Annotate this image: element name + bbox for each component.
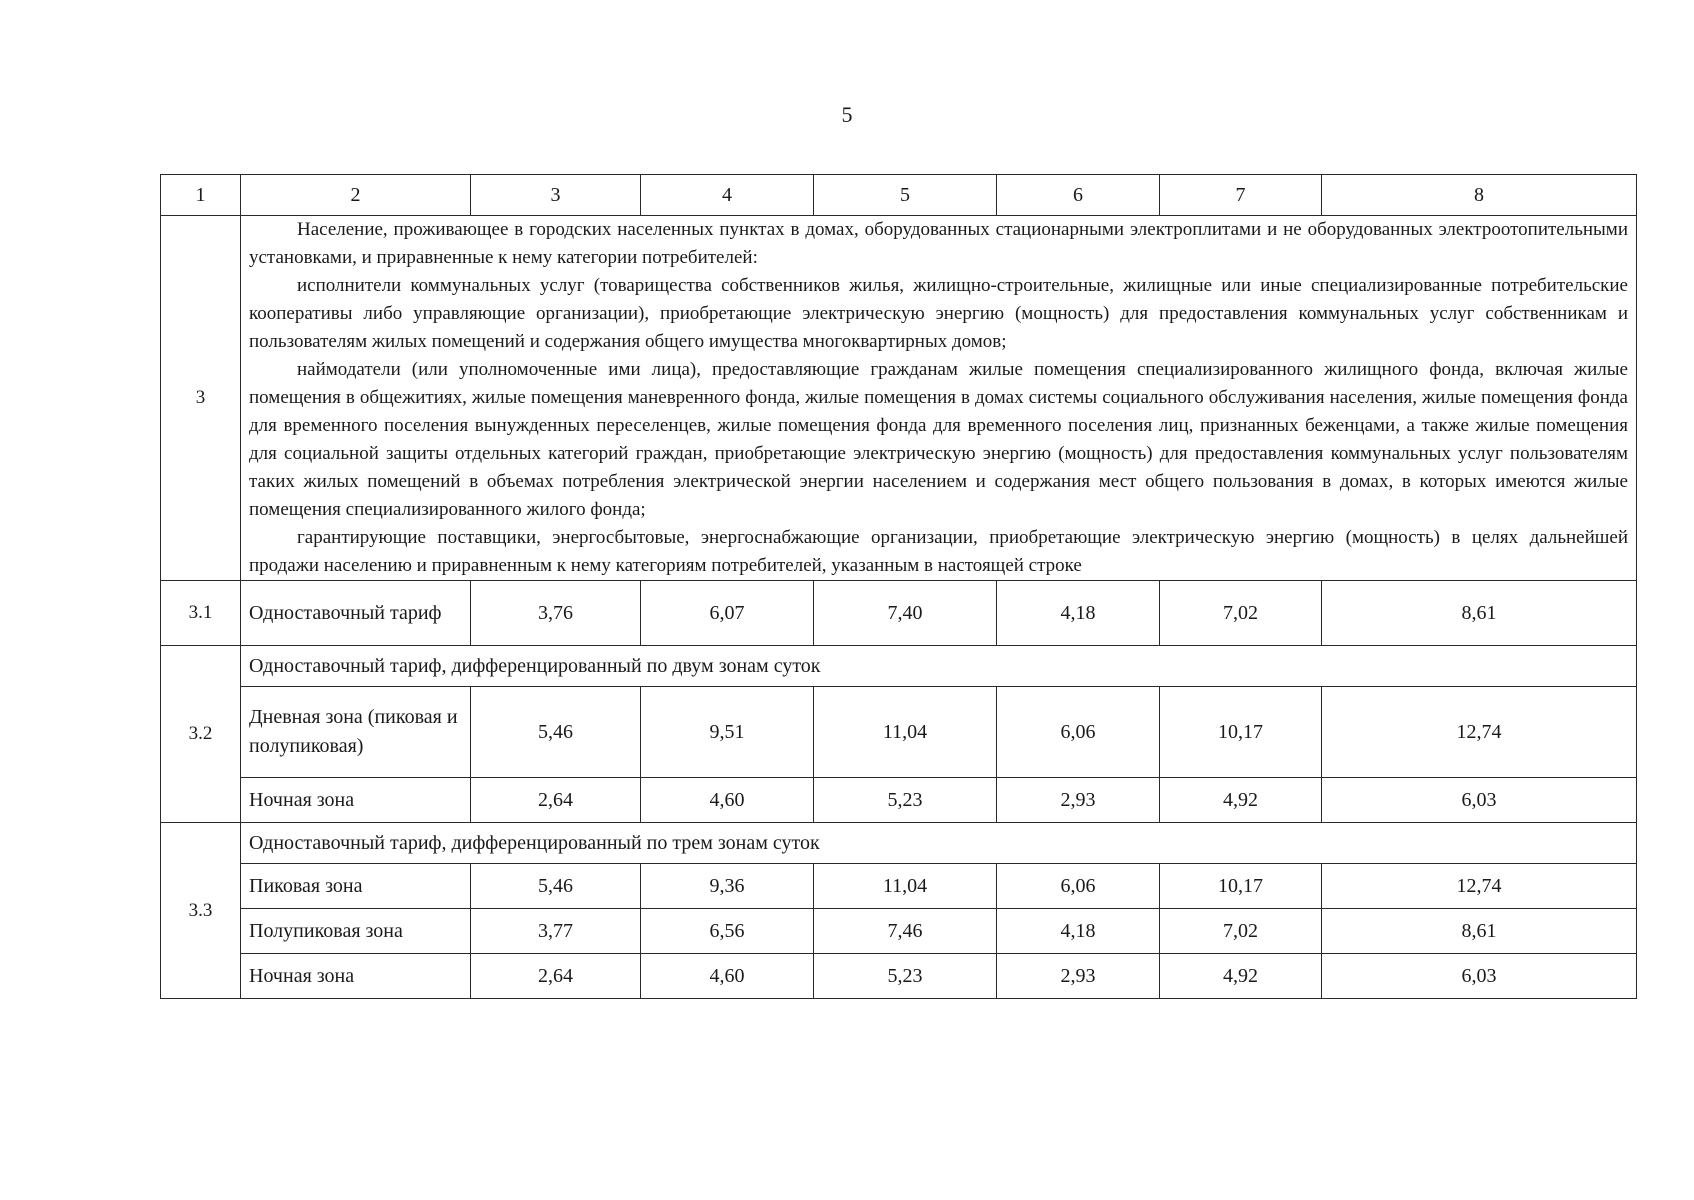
tariff-value: 4,18 <box>997 909 1160 954</box>
column-number: 4 <box>641 175 814 216</box>
description-paragraph: гарантирующие поставщики, энергосбытовые, энергоснабжающие организации, приобретающие электрическую энергию (мощность) в целях дальнейшей продажи населению и приравненным к нему категориям потребителей, указанным в настоящей строке <box>249 527 1628 576</box>
column-number: 1 <box>161 175 241 216</box>
column-number: 2 <box>241 175 471 216</box>
tariff-value: 9,36 <box>641 864 814 909</box>
tariff-value: 5,46 <box>471 687 641 778</box>
tariff-value: 3,77 <box>471 909 641 954</box>
tariff-value: 7,40 <box>814 581 997 646</box>
table-row <box>161 864 1637 909</box>
tariff-value: 6,56 <box>641 909 814 954</box>
tariff-value: 12,74 <box>1322 687 1637 778</box>
column-number: 8 <box>1322 175 1637 216</box>
tariff-value: 4,92 <box>1160 778 1322 823</box>
tariff-value: 6,07 <box>641 581 814 646</box>
table-row <box>161 646 1637 687</box>
tariff-value: 2,93 <box>997 778 1160 823</box>
column-number: 6 <box>997 175 1160 216</box>
tariff-value: 6,06 <box>997 687 1160 778</box>
column-number: 5 <box>814 175 997 216</box>
column-number: 7 <box>1160 175 1322 216</box>
tariff-value: 6,06 <box>997 864 1160 909</box>
table-row <box>161 954 1637 999</box>
description-paragraph: наймодатели (или уполномоченные ими лица), предоставляющие гражданам жилые помещения специализированного жилищного фонда, включая жилые помещения в общежитиях, жилые помещения маневренного фонда, жилые помещения в домах системы социального обслуживания населения, жилые помещения фонда для временного поселения вынужденных переселенцев, жилые помещения фонда для временного поселения лиц, признанных беженцами, а также жилые помещения для социальной защиты отдельных категорий граждан, приобретающие электрическую энергию (мощность) для предоставления коммунальных услуг пользователям таких жилых помещений в объемах потребления электрической энергии населением и содержания мест общего пользования в домах, в которых имеются жилые помещения специализированного жилого фонда; <box>249 359 1628 520</box>
tariff-value: 6,03 <box>1322 954 1637 999</box>
description-paragraph: исполнители коммунальных услуг (товарищества собственников жилья, жилищно-строительные, жилищные или иные специализированные потребительские кооперативы либо управляющие организации), приобретающие электрическую энергию (мощность) для предоставления коммунальных услуг собственникам и пользователям жилых помещений и содержания общего имущества многоквартирных домов; <box>249 275 1628 352</box>
tariff-value: 9,51 <box>641 687 814 778</box>
tariff-group-title: Одноставочный тариф, дифференцированный по трем зонам суток <box>241 823 1637 864</box>
tariff-value: 5,23 <box>814 954 997 999</box>
tariff-label: Дневная зона (пиковая и полупиковая) <box>241 687 471 778</box>
tariff-label: Ночная зона <box>241 954 471 999</box>
tariff-label: Ночная зона <box>241 778 471 823</box>
row-code: 3 <box>161 216 241 581</box>
tariff-value: 3,76 <box>471 581 641 646</box>
row-code: 3.2 <box>161 646 241 823</box>
tariff-value: 5,46 <box>471 864 641 909</box>
tariff-value: 4,60 <box>641 954 814 999</box>
tariff-value: 5,23 <box>814 778 997 823</box>
tariff-value: 10,17 <box>1160 864 1322 909</box>
section-3-row <box>161 216 1637 581</box>
tariff-value: 7,46 <box>814 909 997 954</box>
table-row <box>161 687 1637 778</box>
tariff-value: 10,17 <box>1160 687 1322 778</box>
table-row <box>161 909 1637 954</box>
tariff-group-title: Одноставочный тариф, дифференцированный по двум зонам суток <box>241 646 1637 687</box>
tariff-value: 11,04 <box>814 864 997 909</box>
page-number: 5 <box>841 102 853 127</box>
tariff-value: 12,74 <box>1322 864 1637 909</box>
tariff-value: 7,02 <box>1160 581 1322 646</box>
row-code: 3.1 <box>161 581 241 646</box>
tariff-value: 2,93 <box>997 954 1160 999</box>
tariff-value: 2,64 <box>471 778 641 823</box>
table-row <box>161 823 1637 864</box>
tariff-label: Полупиковая зона <box>241 909 471 954</box>
description-paragraph: Население, проживающее в городских населенных пунктах в домах, оборудованных стационарными электроплитами и не оборудованных электроотопительными установками, и приравненные к нему категории потребителей: <box>249 219 1628 268</box>
row-code: 3.3 <box>161 823 241 999</box>
tariff-table <box>160 174 1637 999</box>
column-number: 3 <box>471 175 641 216</box>
tariff-label: Пиковая зона <box>241 864 471 909</box>
tariff-value: 6,03 <box>1322 778 1637 823</box>
tariff-value: 4,92 <box>1160 954 1322 999</box>
tariff-value: 7,02 <box>1160 909 1322 954</box>
tariff-value: 8,61 <box>1322 909 1637 954</box>
tariff-value: 8,61 <box>1322 581 1637 646</box>
tariff-value: 4,18 <box>997 581 1160 646</box>
tariff-value: 2,64 <box>471 954 641 999</box>
tariff-label: Одноставочный тариф <box>241 581 471 646</box>
table-row <box>161 778 1637 823</box>
column-number-row <box>161 175 1637 216</box>
tariff-value: 4,60 <box>641 778 814 823</box>
consumer-category-description <box>241 216 1637 581</box>
table-row <box>161 581 1637 646</box>
tariff-value: 11,04 <box>814 687 997 778</box>
